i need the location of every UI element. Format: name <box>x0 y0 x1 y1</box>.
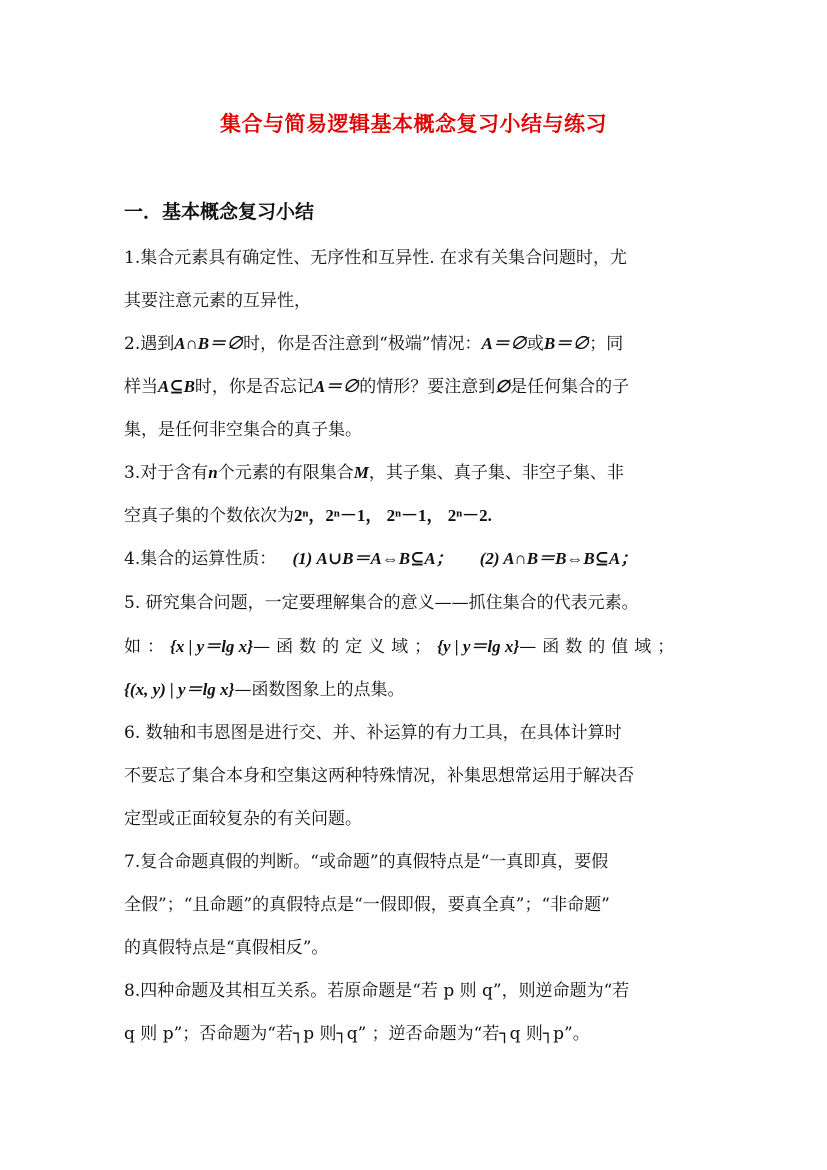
text: 2.遇到 <box>124 334 175 354</box>
item-6-line-2: 不要忘了集合本身和空集这两种特殊情况，补集思想常运用于解决否 <box>124 766 634 786</box>
item-7-line-1: 7.复合命题真假的判断。“或命题”的真假特点是“一真即真，要假 <box>124 852 609 872</box>
item-4-line-1 <box>124 544 704 569</box>
math-expression: {(x, y) | y＝lg x} <box>124 680 235 699</box>
text: 时，你是否注意到“极端”情况： <box>243 334 482 354</box>
math-expression: (2) A∩B＝B⇔B⊆A； <box>479 549 638 568</box>
item-2-line-3: 集，是任何非空集合的真子集。 <box>124 420 362 440</box>
math-expression: A＝∅ <box>481 334 527 353</box>
item-5-line-2 <box>124 632 704 657</box>
math-expression: n <box>208 463 218 482</box>
text: 样当 <box>124 377 158 397</box>
text: 空真子集的个数依次为 <box>124 506 294 526</box>
text: 或 <box>526 334 544 354</box>
item-8-line-2: q 则 p”；否命题为“若┐p 则┐q” ；逆否命题为“若┐q 则┐p”。 <box>124 1024 590 1044</box>
text: 的情形？要注意到 <box>359 377 496 397</box>
text: 3.对于含有 <box>124 463 209 483</box>
item-2-line-2 <box>124 372 704 397</box>
text: 4.集合的运算性质： <box>124 549 277 569</box>
document-title: 集合与简易逻辑基本概念复习小结与练习 <box>220 111 607 136</box>
math-expression: ∅ <box>495 377 511 396</box>
section-heading: 一．基本概念复习小结 <box>124 201 315 223</box>
item-7-line-2: 全假”；“且命题”的真假特点是“一假即假，要真全真”；“非命题” <box>124 895 610 915</box>
item-5-line-1: 5. 研究集合问题，一定要理解集合的意义——抓住集合的代表元素。 <box>124 593 639 613</box>
math-expression: A∩B＝∅ <box>174 334 244 353</box>
item-5-line-3 <box>124 675 704 700</box>
item-7-line-3: 的真假特点是“真假相反”。 <box>124 938 329 958</box>
text: —函数的值域； <box>519 637 681 657</box>
item-3-line-2 <box>124 501 704 526</box>
text: —函数的定义域； <box>253 637 438 657</box>
text: —函数图象上的点集。 <box>234 680 405 700</box>
item-1-line-1: 1.集合元素具有确定性、无序性和互异性. 在求有关集合问题时，尤 <box>124 248 628 268</box>
math-expression: A＝∅ <box>313 377 360 396</box>
math-expression: 2ⁿ，2ⁿ－1， 2ⁿ－1， 2ⁿ－2. <box>294 506 492 525</box>
item-3-line-1 <box>124 458 704 483</box>
item-6-line-1: 6. 数轴和韦恩图是进行交、并、补运算的有力工具，在具体计算时 <box>124 723 622 743</box>
math-expression: B＝∅ <box>543 334 590 353</box>
math-expression: A⊆B <box>158 377 195 396</box>
item-6-line-3: 定型或正面较复杂的有关问题。 <box>124 809 362 829</box>
math-expression: M <box>353 463 369 482</box>
text: 个元素的有限集合 <box>217 463 354 483</box>
text: 如： <box>124 637 170 657</box>
text: 是任何集合的子 <box>510 377 630 397</box>
text: 时，你是否忘记 <box>194 377 314 397</box>
math-expression: (1) A∪B＝A⇔B⊆A； <box>292 549 453 568</box>
text: ；同 <box>589 334 624 354</box>
text: ，其子集、真子集、非空子集、非 <box>368 463 624 483</box>
item-1-line-2: 其要注意元素的互异性， <box>124 291 311 311</box>
item-8-line-1: 8.四种命题及其相互关系。若原命题是“若 p 则 q”，则逆命题为“若 <box>124 981 630 1001</box>
math-expression: {x | y＝lg x} <box>170 637 254 656</box>
math-expression: {y | y＝lg x} <box>437 637 520 656</box>
item-2-line-1 <box>124 329 704 354</box>
